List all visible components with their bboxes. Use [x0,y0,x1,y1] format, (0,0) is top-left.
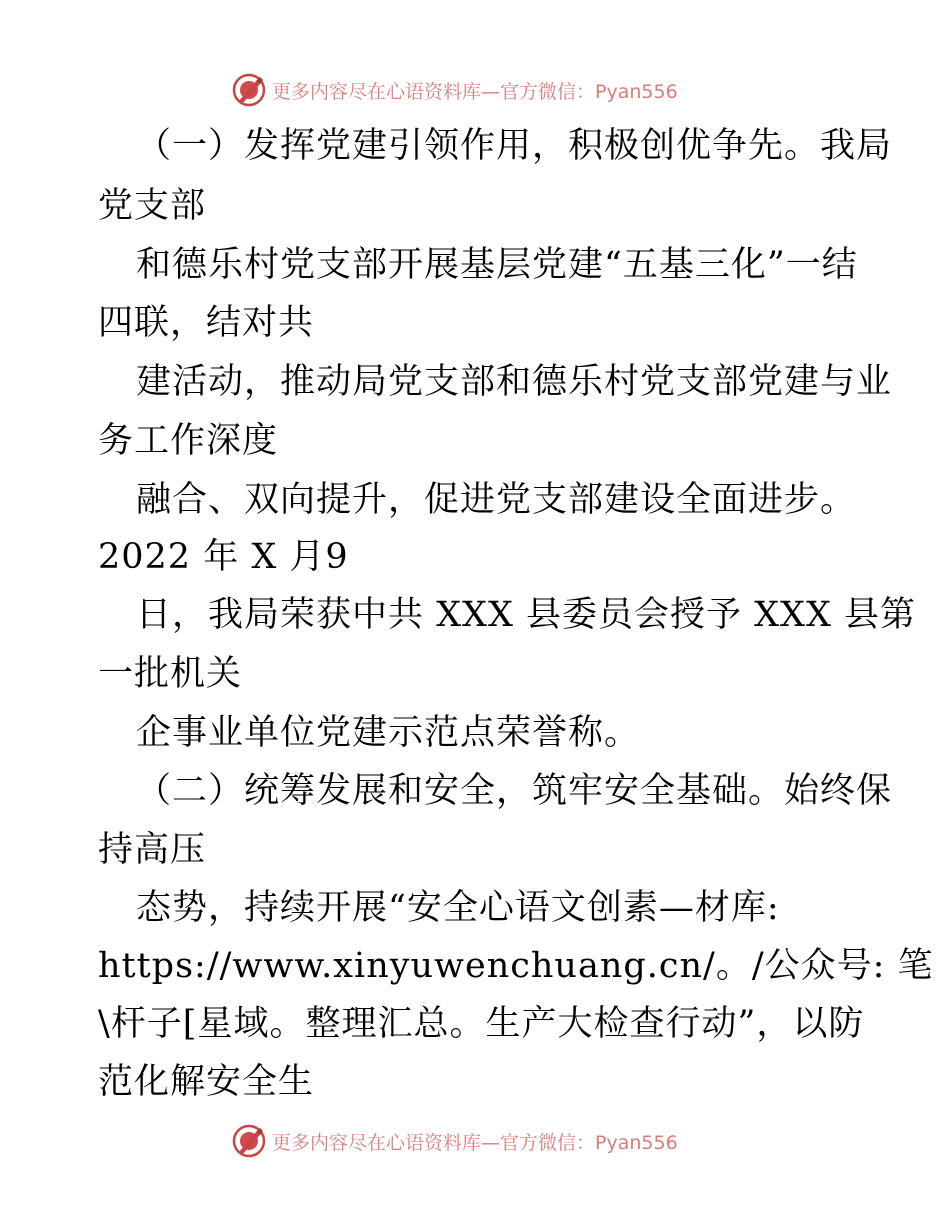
footer-watermark-banner [232,1121,678,1161]
body-line: 一批机关 [98,654,243,694]
body-line: \杆子[星域。整理汇总。生产大检查行动”，以防 [98,1004,865,1044]
body-line: 四联，结对共 [98,303,315,343]
body-line: 融合、双向提升，促进党支部建设全面进步。 [136,480,857,520]
footer-banner-text: 更多内容尽在心语资料库—官方微信：Pyan556 [272,1131,678,1154]
body-line: 2022 年 X 月9 [98,537,349,577]
body-line: 建活动，推动局党支部和德乐村党支部党建与业 [136,362,893,402]
body-line: 企事业单位党建示范点荣誉称。 [136,713,641,753]
header-banner-text: 更多内容尽在心语资料库—官方微信：Pyan556 [272,80,678,103]
body-line: 日，我局荣获中共 XXX 县委员会授予 XXX 县第 [136,595,917,635]
body-line: 态势，持续开展“安全心语文创素—材库: [136,888,780,928]
body-line: 和德乐村党支部开展基层党建“五基三化”一结 [136,245,858,285]
pen-seal-logo-icon [232,73,266,107]
body-line: （二）统筹发展和安全，筑牢安全基础。始终保 [136,771,893,811]
body-line: 党支部 [98,186,207,226]
body-line: （一）发挥党建引领作用，积极创优争先。我局 [136,126,893,166]
header-watermark-banner [232,70,678,110]
body-line: 范化解安全生 [98,1062,315,1102]
body-line: https://www.xinyuwenchuang.cn/。/公众号: 笔 [98,946,934,986]
pen-seal-logo-icon [232,1124,266,1158]
body-line: 持高压 [98,830,207,870]
body-line: 务工作深度 [98,421,279,461]
